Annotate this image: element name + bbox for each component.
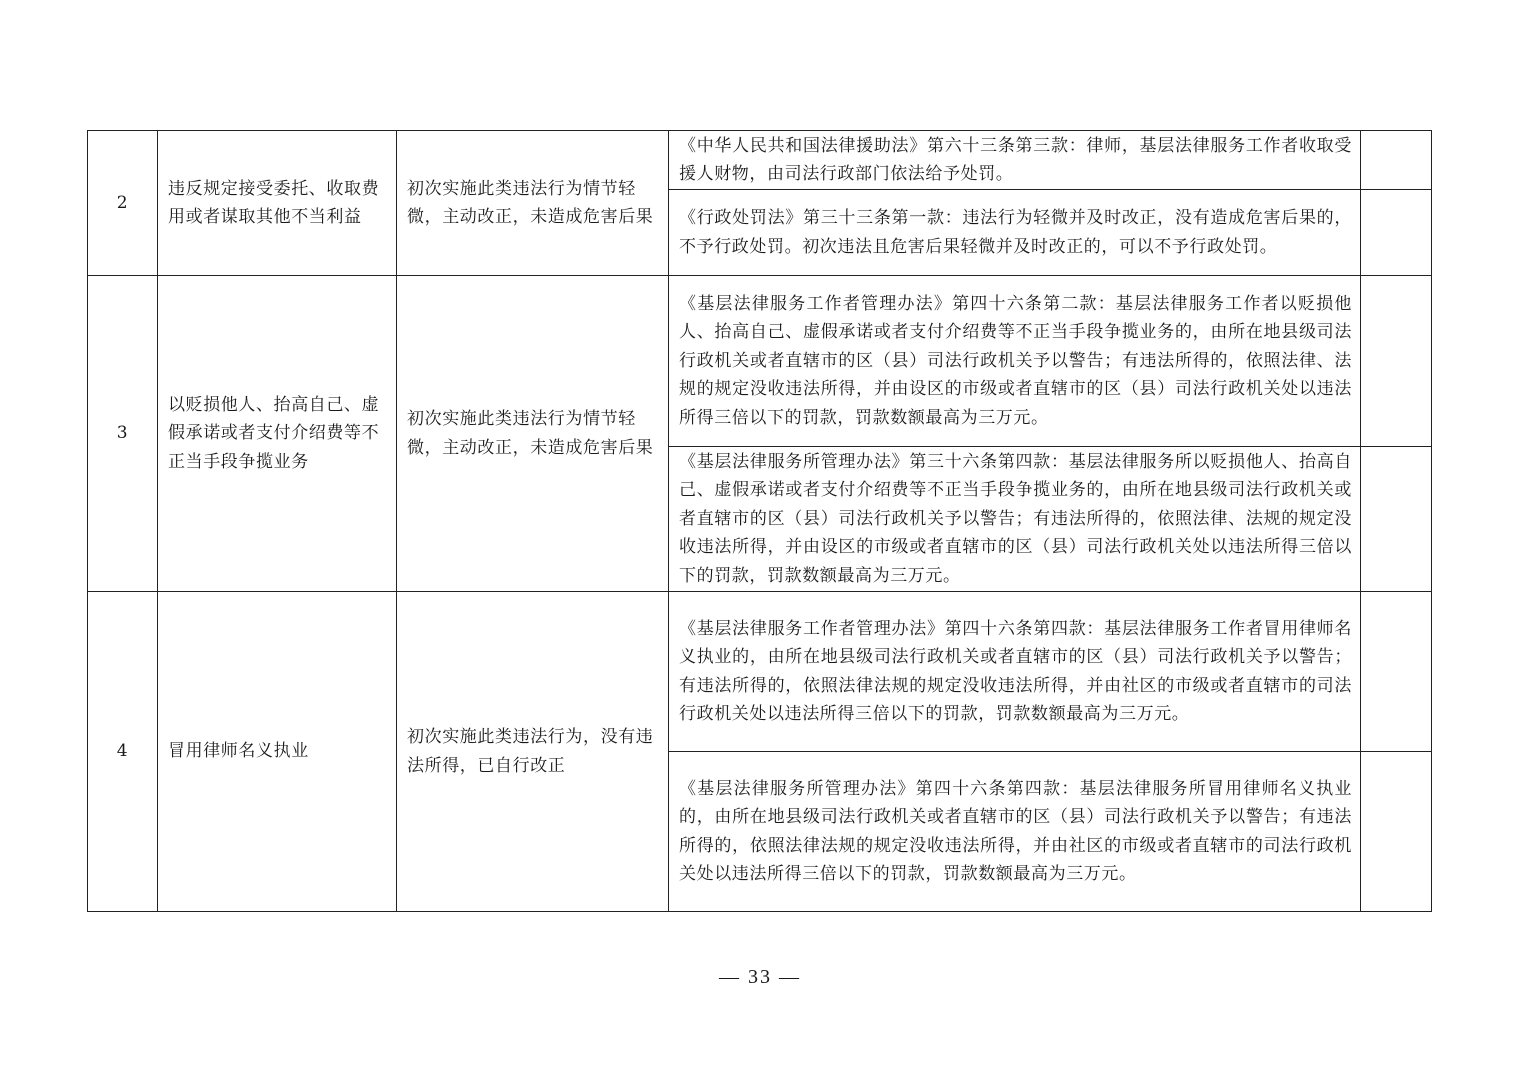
violation-description: 违反规定接受委托、收取费用或者谋取其他不当利益 xyxy=(158,131,397,276)
legal-basis: 《基层法律服务所管理办法》第三十六条第四款：基层法律服务所以贬损他人、抬高自己、虚假承诺或者支付介绍费等不正当手段争揽业务的，由所在地县级司法行政机关或者直辖市的区（县）司法行政机关予以警告；有违法所得的，依照法律、法规的规定没收违法所得，并由设区的市级或者直辖市的区（县）司法行政机关处以违法所得三倍以下的罚款，罚款数额最高为三万元。 xyxy=(669,447,1361,592)
remark-cell xyxy=(1361,752,1432,912)
remark-cell xyxy=(1361,447,1432,592)
exemption-condition: 初次实施此类违法行为情节轻微，主动改正，未造成危害后果 xyxy=(397,276,669,592)
table-row xyxy=(88,276,1432,447)
penalty-exemption-table xyxy=(87,130,1432,912)
table-row xyxy=(88,592,1432,752)
legal-basis: 《行政处罚法》第三十三条第一款：违法行为轻微并及时改正，没有造成危害后果的，不予行政处罚。初次违法且危害后果轻微并及时改正的，可以不予行政处罚。 xyxy=(669,190,1361,276)
row-number: 3 xyxy=(88,276,158,592)
violation-description: 冒用律师名义执业 xyxy=(158,592,397,912)
remark-cell xyxy=(1361,131,1432,190)
legal-basis: 《中华人民共和国法律援助法》第六十三条第三款：律师，基层法律服务工作者收取受援人财物，由司法行政部门依法给予处罚。 xyxy=(669,131,1361,190)
page-number: — 33 — xyxy=(719,966,801,988)
violation-description: 以贬损他人、抬高自己、虚假承诺或者支付介绍费等不正当手段争揽业务 xyxy=(158,276,397,592)
row-number: 2 xyxy=(88,131,158,276)
remark-cell xyxy=(1361,276,1432,447)
legal-basis: 《基层法律服务工作者管理办法》第四十六条第二款：基层法律服务工作者以贬损他人、抬高自己、虚假承诺或者支付介绍费等不正当手段争揽业务的，由所在地县级司法行政机关或者直辖市的区（县）司法行政机关予以警告；有违法所得的，依照法律、法规的规定没收违法所得，并由设区的市级或者直辖市的区（县）司法行政机关处以违法所得三倍以下的罚款，罚款数额最高为三万元。 xyxy=(669,276,1361,447)
remark-cell xyxy=(1361,190,1432,276)
exemption-condition: 初次实施此类违法行为情节轻微，主动改正，未造成危害后果 xyxy=(397,131,669,276)
legal-basis: 《基层法律服务所管理办法》第四十六条第四款：基层法律服务所冒用律师名义执业的，由所在地县级司法行政机关或者直辖市的区（县）司法行政机关予以警告；有违法所得的，依照法律法规的规定没收违法所得，并由社区的市级或者直辖市的司法行政机关处以违法所得三倍以下的罚款，罚款数额最高为三万元。 xyxy=(669,752,1361,912)
row-number: 4 xyxy=(88,592,158,912)
legal-basis: 《基层法律服务工作者管理办法》第四十六条第四款：基层法律服务工作者冒用律师名义执业的，由所在地县级司法行政机关或者直辖市的区（县）司法行政机关予以警告；有违法所得的，依照法律法规的规定没收违法所得，并由社区的市级或者直辖市的司法行政机关处以违法所得三倍以下的罚款，罚款数额最高为三万元。 xyxy=(669,592,1361,752)
exemption-condition: 初次实施此类违法行为，没有违法所得，已自行改正 xyxy=(397,592,669,912)
table-row xyxy=(88,131,1432,190)
remark-cell xyxy=(1361,592,1432,752)
